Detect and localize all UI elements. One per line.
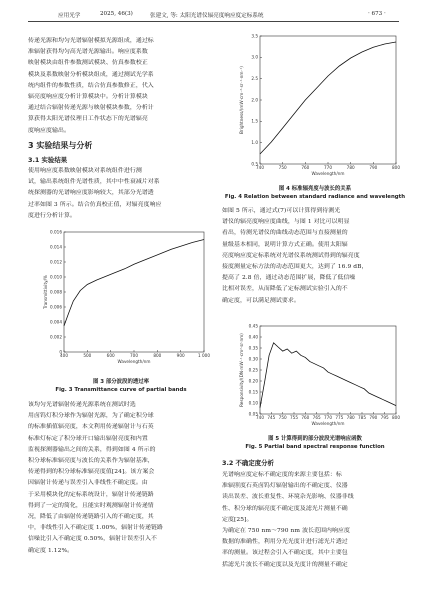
x-tick-label: 1 000 bbox=[198, 353, 210, 358]
text-line: 辐亮度响应度分析计算模块中。分析计算模块 bbox=[28, 94, 148, 101]
text-line: 传递得到的积分球标准辐亮度值[24]。该方案会 bbox=[28, 469, 155, 476]
x-tick-label: 780 bbox=[346, 415, 355, 420]
text-line: 准辐射获得均匀高光谱光源输出。响应度系数 bbox=[28, 49, 148, 56]
x-axis-label: Wavelength/nm bbox=[311, 171, 345, 176]
x-tick-label: 800 bbox=[392, 415, 400, 420]
x-tick-label: 750 bbox=[278, 415, 287, 420]
y-tick-label: 0.35 bbox=[248, 345, 258, 351]
y-tick-label: 0.008 bbox=[50, 289, 62, 295]
journal-issue: 2025, 46(3) bbox=[100, 11, 133, 17]
text-line: 算获得太阳光谱仪理日工作状态下的光谱辐亮 bbox=[28, 116, 148, 123]
y-tick-label: 1.0 bbox=[251, 140, 258, 146]
figure-5-caption: 图 5 计算得到的部分波段光谱响应函数 bbox=[268, 436, 362, 442]
text-line: 统内组件的参数性质，结合仿真参数修正，代入 bbox=[28, 82, 154, 89]
figure-3-caption: 图 3 部分波段的透过率 bbox=[92, 379, 150, 385]
y-tick-label: 0.40 bbox=[248, 334, 258, 340]
figure-5-chart bbox=[228, 320, 406, 430]
article-running-title: 张建文, 等: 太阳光谱仪辐亮度响应度定标系统 bbox=[150, 13, 264, 19]
text-line: 定度[25]。 bbox=[222, 516, 253, 523]
text-line: 通过结合辐射传递光源与映射模块参数，分析计 bbox=[28, 105, 154, 112]
x-tick-label: 750 bbox=[278, 165, 287, 170]
x-tick-label: 800 bbox=[392, 165, 400, 170]
y-axis-label: Transmittivity/% bbox=[43, 275, 48, 309]
x-tick-label: 400 bbox=[60, 353, 68, 358]
x-tick-label: 770 bbox=[324, 165, 332, 170]
x-axis-label: Wavelength/nm bbox=[311, 421, 345, 426]
text-line: 准辐照度石英卤钨灯辐射输出的不确定度、仪器 bbox=[222, 483, 348, 490]
text-line: 确定度 1.12%。 bbox=[28, 547, 74, 554]
x-tick-label: 790 bbox=[369, 415, 378, 420]
section-heading-3-2: 3.2 不确定度分析 bbox=[222, 459, 274, 467]
x-tick-label: 745 bbox=[267, 415, 276, 420]
text-line: 况，降低了由辐射传递链路引入的不确定度，其 bbox=[28, 514, 154, 521]
text-line: 模块及系数映射分析模块组成，通过测试光学系 bbox=[28, 71, 154, 78]
right-bottom-paragraph bbox=[222, 470, 408, 571]
y-tick-label: 3.0 bbox=[251, 54, 258, 60]
plot-frame bbox=[260, 36, 396, 164]
x-tick-label: 785 bbox=[358, 415, 366, 420]
x-tick-label: 800 bbox=[153, 353, 162, 358]
header-rule bbox=[28, 21, 399, 22]
section-heading-3-1: 3.1 实验结果 bbox=[28, 156, 68, 164]
text-line: 于采用模块化的定标系统设计，辐射计传递链路 bbox=[28, 491, 154, 498]
x-tick-label: 900 bbox=[176, 353, 185, 358]
text-line: 性、积分球的辐亮度不确定度及滤光片测量不确 bbox=[222, 505, 348, 512]
text-line: 传递光源和均匀光谱辐射模拟光源组成，通过标 bbox=[28, 38, 154, 44]
y-tick-label: 0.20 bbox=[248, 378, 258, 384]
page-number: · 673 · bbox=[368, 11, 386, 17]
text-line: 的标准插值辐亮度，本文利用传递辐射计与石英 bbox=[28, 424, 154, 431]
text-line: 接度测量定标方法的动态范围更大，达到了 16.9 dB， bbox=[222, 264, 368, 271]
text-line: 谱仪的辐亮度响应度曲线，与图 1 对比可以明显 bbox=[222, 219, 350, 226]
text-line: 亮度响应度定标系统对光谱仪系统测试得到的辐亮度 bbox=[222, 252, 360, 259]
text-line: 标准灯标定了积分球开口输出辐射亮度和内置 bbox=[28, 435, 148, 442]
left-bottom-paragraph bbox=[28, 400, 214, 557]
text-line: 用卤钨灯积分球作为辐射光源，为了确定积分球 bbox=[28, 413, 154, 420]
text-line: 映射模块由组件参数测试模块、仿真参数校正 bbox=[28, 60, 148, 67]
left-mid-paragraph bbox=[28, 166, 214, 222]
text-line: 统探测器的光谱响应度影响较大，其部分光谱透 bbox=[28, 190, 154, 197]
text-line: 光谱响应度定标不确定度的来源主要包括：标 bbox=[222, 472, 342, 478]
y-tick-label: 2.0 bbox=[251, 97, 258, 103]
text-line: 为确定在 750 nm～790 nm 波长范围内响应度 bbox=[222, 528, 351, 535]
x-tick-label: 740 bbox=[256, 165, 264, 170]
text-line: 率的测量。该过程会引入不确定度，其中主要包 bbox=[222, 550, 348, 557]
x-tick-label: 760 bbox=[301, 415, 310, 420]
text-line: 确定度，可以满足测试要求。 bbox=[222, 297, 300, 304]
text-line: 如图 5 所示，通过式(7)可以计算得到待测光 bbox=[222, 208, 341, 214]
text-line: 该均匀光谱辐射传递光源系统在测试时选 bbox=[28, 402, 136, 408]
x-tick-label: 790 bbox=[369, 165, 378, 170]
text-line: 看出，待测光谱仪的曲线动态范围与直接测量的 bbox=[222, 230, 348, 237]
y-tick-label: 0.010 bbox=[50, 274, 62, 280]
text-line: 读出误差、波长重复性、环境杂光影响、仪器非线 bbox=[222, 494, 354, 501]
y-tick-label: 0.006 bbox=[50, 304, 62, 310]
figure-3-chart bbox=[30, 226, 216, 372]
series-line bbox=[260, 42, 396, 154]
y-tick-label: 3.5 bbox=[251, 33, 258, 39]
y-tick-label: 0.5 bbox=[251, 161, 258, 167]
text-line: 监视探测器输出之间的关系，得到如图 4 所示的 bbox=[28, 446, 156, 453]
text-line: 数据的准确性，利用分光光度计进行滤光片透过 bbox=[222, 539, 348, 546]
x-tick-label: 765 bbox=[312, 415, 321, 420]
y-tick-label: 2.5 bbox=[251, 76, 258, 82]
y-tick-label: 0.004 bbox=[50, 319, 62, 325]
text-line: 信噪比引入不确定度 0.50%，辐射计误差引入不 bbox=[28, 536, 158, 543]
text-line: 提高了 2.8 倍，通过动态范围扩展，降低了低信噪 bbox=[222, 275, 356, 282]
x-tick-label: 740 bbox=[256, 415, 264, 420]
x-tick-label: 700 bbox=[130, 353, 138, 358]
text-line: 度响应度输出。 bbox=[28, 127, 70, 134]
right-top-paragraph bbox=[222, 206, 408, 307]
text-line: 比相对误差，从而降低了定标测试实验引入的不 bbox=[222, 286, 348, 293]
y-tick-label: 0.30 bbox=[248, 356, 258, 362]
section-heading-3: 3 实验结果与分析 bbox=[28, 141, 93, 150]
y-tick-label: 0.10 bbox=[248, 400, 258, 406]
text-line: 中，非线性引入不确定度 1.00%，辐射计传递链路 bbox=[28, 525, 164, 532]
text-line: 过率如图 3 所示。结合仿真校正值，对辐亮度响应 bbox=[28, 201, 162, 208]
text-line: 度进行分析计算。 bbox=[28, 212, 76, 219]
x-tick-label: 600 bbox=[106, 353, 115, 358]
text-line: 得到了一定的简化，且能实时观测辐射计传递情 bbox=[28, 502, 154, 509]
y-axis-label: Responsivity/(DN·mW⁻¹·cm²·sr·nm) bbox=[239, 333, 244, 407]
x-tick-label: 775 bbox=[335, 415, 344, 420]
plot-frame bbox=[64, 232, 204, 352]
figure-5-caption-en: Fig. 5 Partial band spectral response function bbox=[245, 444, 385, 450]
figure-3-caption-en: Fig. 3 Transmittance curve of partial bands bbox=[55, 387, 187, 393]
x-tick-label: 770 bbox=[324, 415, 332, 420]
figure-4-chart bbox=[228, 30, 406, 180]
x-tick-label: 780 bbox=[346, 165, 355, 170]
text-line: 因辐射计传递与误差引入非线性不确定度。由 bbox=[28, 480, 148, 487]
left-top-paragraph bbox=[28, 36, 214, 137]
y-tick-label: 0.45 bbox=[248, 323, 258, 329]
y-tick-label: 0.05 bbox=[248, 411, 258, 417]
text-line: 试，输出系统组件光谱性质，其中中性衰减片对系 bbox=[28, 179, 160, 186]
y-tick-label: 0.002 bbox=[50, 334, 62, 340]
x-tick-label: 795 bbox=[380, 415, 389, 420]
y-tick-label: 1.5 bbox=[251, 118, 258, 124]
journal-name: 应用光学 bbox=[58, 13, 81, 19]
x-tick-label: 755 bbox=[290, 415, 298, 420]
x-tick-label: 500 bbox=[83, 353, 92, 358]
y-axis-label: Brightness/(mW·cm⁻²·sr⁻¹·nm⁻¹) bbox=[239, 66, 244, 134]
x-axis-label: Wavelength/nm bbox=[117, 359, 151, 364]
text-line: 使用响应度系数映射模块对系统组件进行测 bbox=[28, 168, 142, 174]
text-line: 括滤光片波长不确定度以及光度计的测量不确定 bbox=[222, 561, 348, 568]
series-line bbox=[64, 240, 204, 326]
y-tick-label: 0.012 bbox=[50, 259, 62, 265]
text-line: 量级基本相同，说明计算方式正确。使用太阳辐 bbox=[222, 241, 348, 248]
figure-4-caption-en: Fig. 4 Relation between standard radiance and wavelength bbox=[224, 194, 406, 200]
plot-frame bbox=[260, 326, 396, 414]
text-line: 积分球标准辐亮度与波长的关系作为辐射基准， bbox=[28, 458, 154, 465]
y-tick-label: 0.014 bbox=[50, 244, 62, 250]
y-tick-label: 0.016 bbox=[50, 229, 62, 235]
x-tick-label: 760 bbox=[301, 165, 310, 170]
page-header bbox=[0, 8, 427, 22]
figure-4-caption: 图 4 标准辐亮度与波长的关系 bbox=[278, 186, 352, 192]
y-tick-label: 0 bbox=[59, 349, 62, 355]
series-line bbox=[260, 343, 396, 408]
y-tick-label: 0.15 bbox=[248, 389, 258, 395]
y-tick-label: 0.25 bbox=[248, 367, 258, 373]
